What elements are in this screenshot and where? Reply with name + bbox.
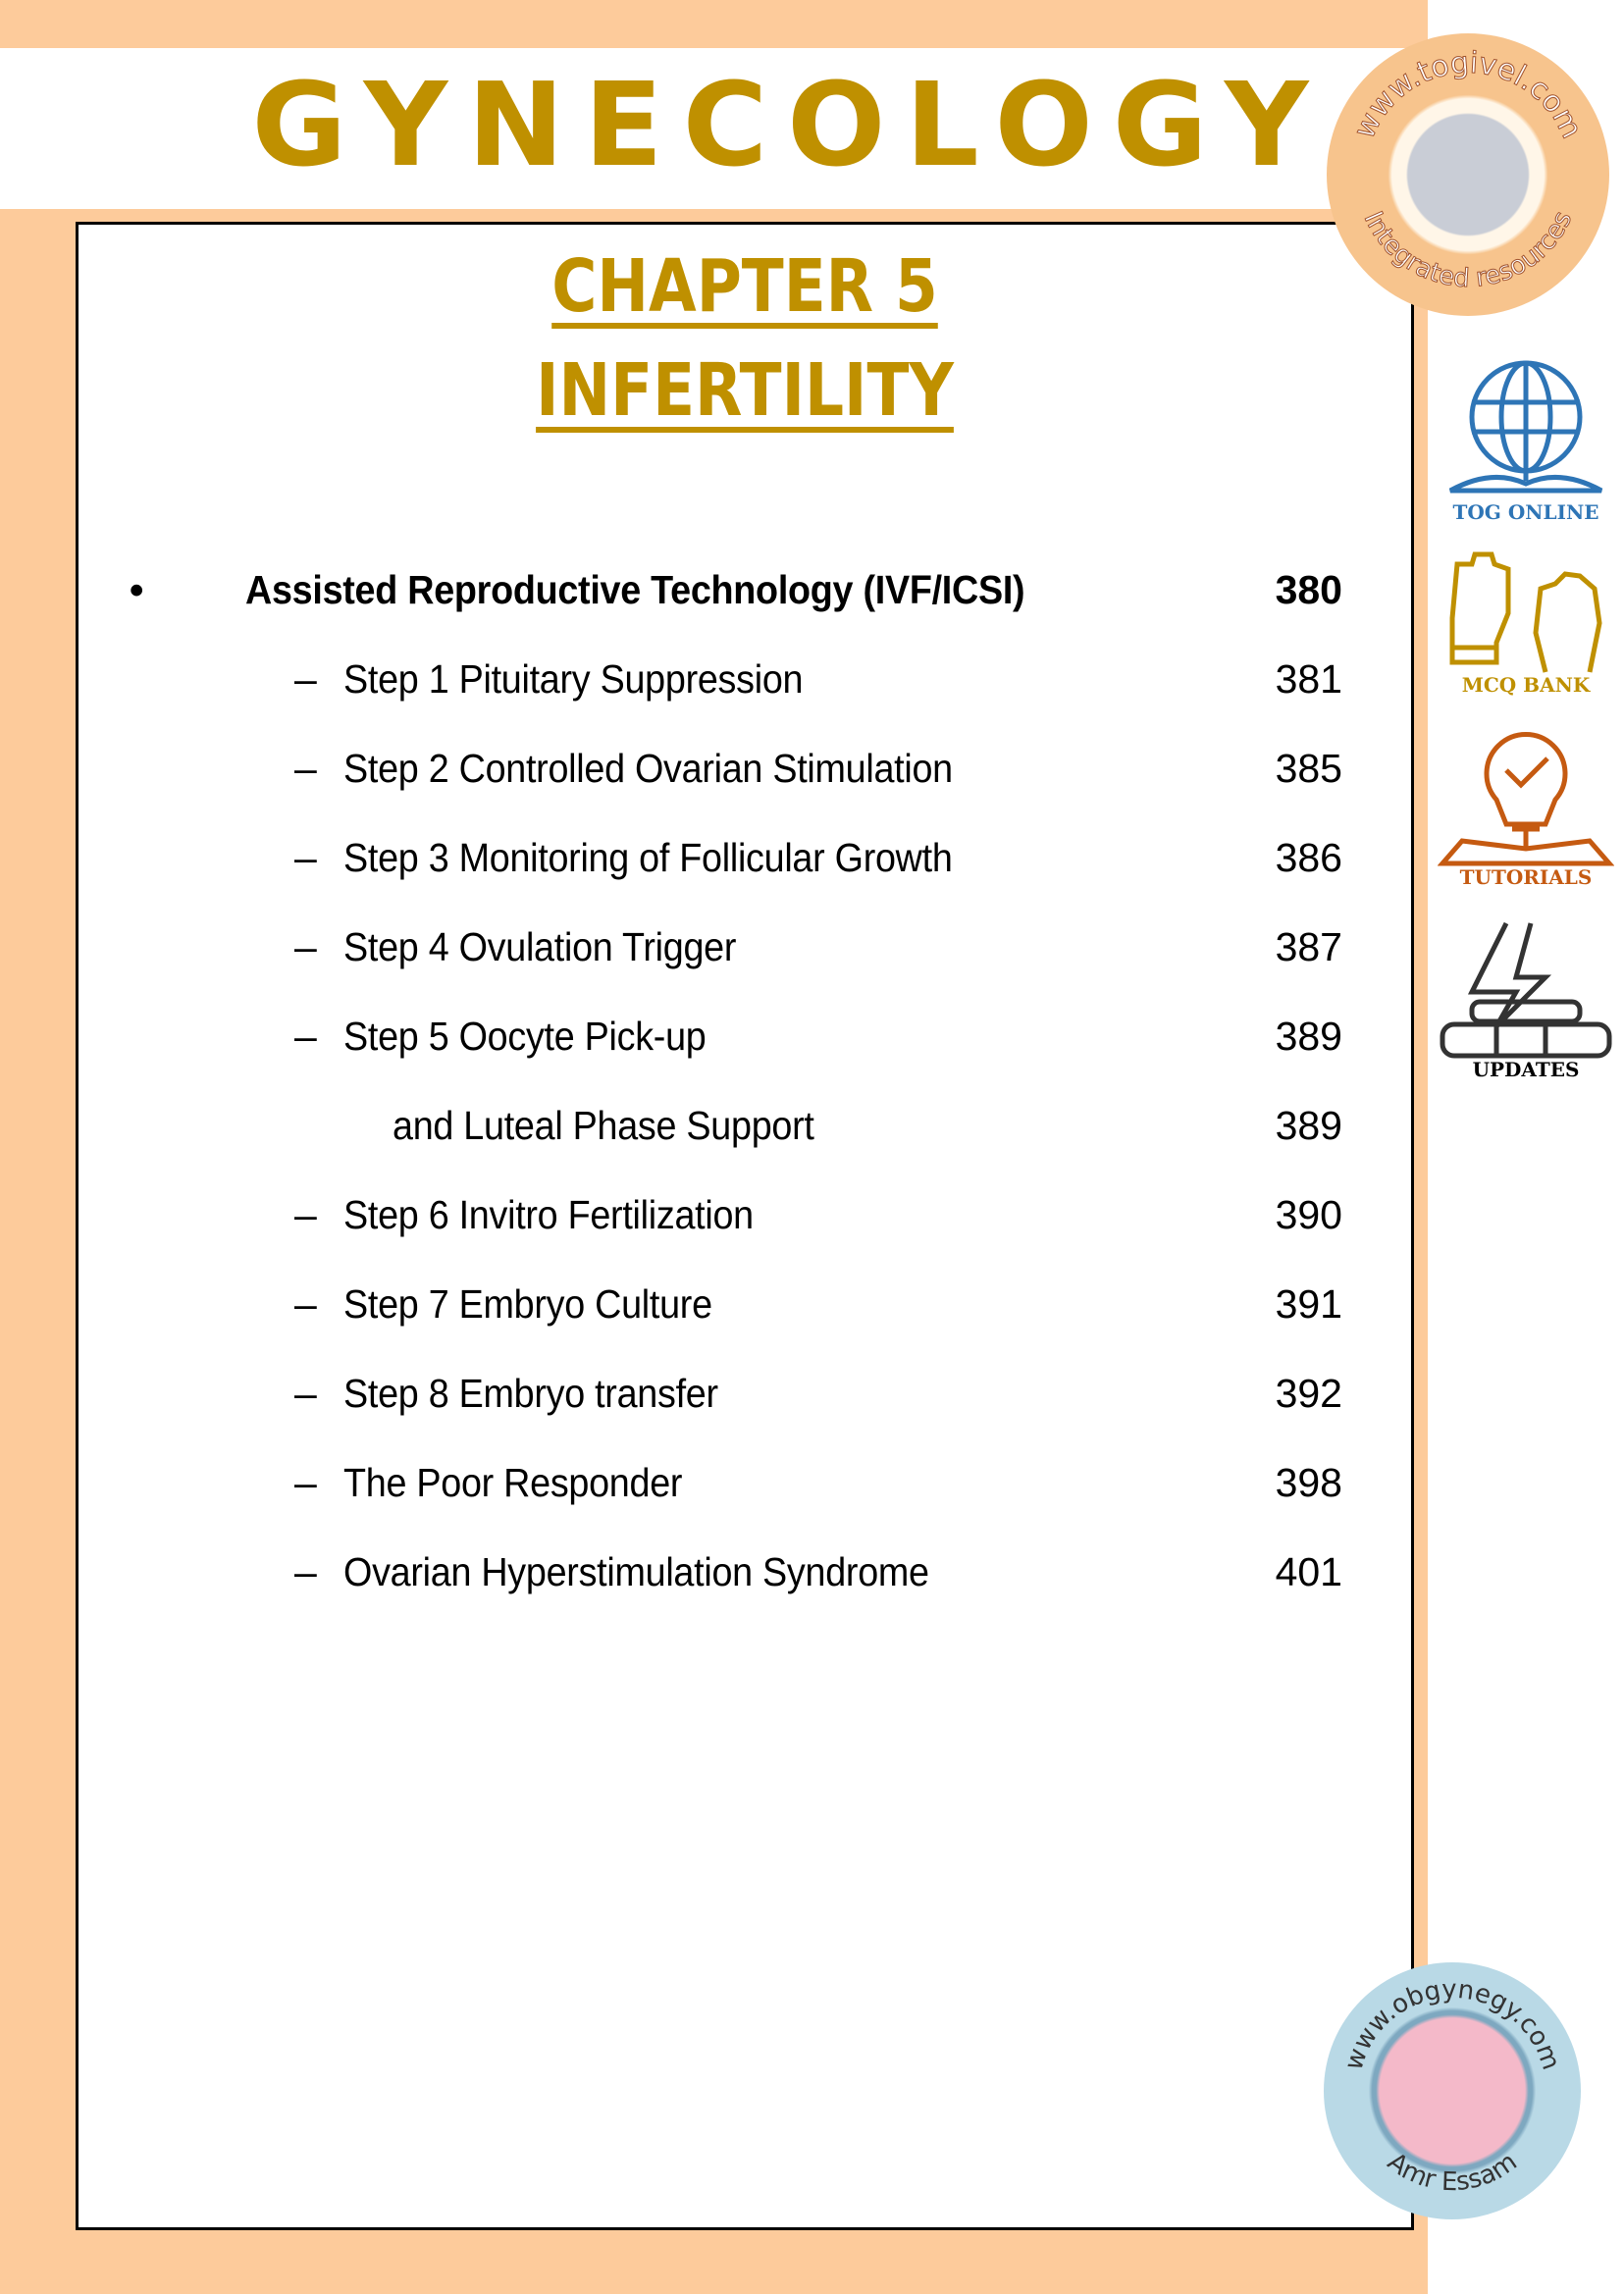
toc-page-number: 398 <box>1275 1460 1342 1505</box>
toc-page-number: 386 <box>1275 835 1342 880</box>
content-box <box>76 222 1414 2230</box>
raised-hands-icon <box>1438 545 1614 682</box>
toc-entry[interactable] <box>79 1542 1411 1601</box>
dash-icon: – <box>294 1549 317 1594</box>
dash-icon: – <box>294 835 317 880</box>
toc-page-number: 392 <box>1275 1371 1342 1416</box>
obgynegy-logo[interactable] <box>1324 1962 1581 2219</box>
lightbulb-book-icon <box>1438 731 1614 868</box>
toc-page-number: 381 <box>1275 656 1342 702</box>
chapter-number: CHAPTER 5 <box>551 244 938 329</box>
togivel-logo[interactable] <box>1327 33 1609 316</box>
dash-icon: – <box>294 1281 317 1327</box>
toc-entry[interactable] <box>79 650 1411 708</box>
dash-icon: – <box>294 924 317 969</box>
toc-label: Step 4 Ovulation Trigger <box>343 924 737 969</box>
toc-page-number: 390 <box>1275 1192 1342 1237</box>
mcq-bank-link[interactable]: MCQ BANK <box>1433 545 1619 697</box>
toc-page-number: 380 <box>1275 567 1342 612</box>
toc-label: Step 1 Pituitary Suppression <box>343 656 804 702</box>
toc-label: Step 2 Controlled Ovarian Stimulation <box>343 746 953 791</box>
tog-online-link[interactable]: TOG ONLINE <box>1433 358 1619 524</box>
toc-page-number: 389 <box>1275 1103 1342 1148</box>
toc-entry[interactable] <box>79 917 1411 976</box>
toc-label: Ovarian Hyperstimulation Syndrome <box>343 1549 929 1594</box>
toc-label: Step 5 Oocyte Pick-up <box>343 1014 707 1059</box>
dash-icon: – <box>294 1192 317 1237</box>
right-strip <box>1428 0 1624 2294</box>
book-title: GYNECOLOGY <box>251 57 1329 192</box>
globe-book-icon <box>1442 358 1609 495</box>
tutorials-link[interactable]: TUTORIALS <box>1433 731 1619 889</box>
toc-label: Assisted Reproductive Technology (IVF/ICSI) <box>245 567 1025 612</box>
toc-entry[interactable] <box>79 560 1411 619</box>
toc-entry[interactable] <box>79 1185 1411 1244</box>
toc-label: The Poor Responder <box>343 1460 683 1505</box>
toc-label: Step 8 Embryo transfer <box>343 1371 718 1416</box>
dash-icon: – <box>294 1371 317 1416</box>
toc-page-number: 385 <box>1275 746 1342 791</box>
toc-entry[interactable] <box>79 1007 1411 1066</box>
dash-icon: – <box>294 656 317 702</box>
svg-text:Integrated resources: Integrated resources <box>1357 206 1579 294</box>
dash-icon: – <box>294 1014 317 1059</box>
toc-label: Step 6 Invitro Fertilization <box>343 1192 754 1237</box>
dash-icon: – <box>294 746 317 791</box>
toc-entry[interactable] <box>79 1453 1411 1512</box>
svg-text:Amr Essam: Amr Essam <box>1382 2147 1523 2198</box>
toc-label: and Luteal Phase Support <box>393 1103 814 1148</box>
toc-page-number: 391 <box>1275 1281 1342 1327</box>
toc-label: Step 7 Embryo Culture <box>343 1281 712 1327</box>
chapter-title: INFERTILITY <box>536 348 954 433</box>
toc-page-number: 401 <box>1275 1549 1342 1594</box>
toc-entry[interactable] <box>79 1275 1411 1333</box>
toc-page-number: 387 <box>1275 924 1342 969</box>
toc-entry[interactable] <box>79 739 1411 798</box>
toc-page-number: 389 <box>1275 1014 1342 1059</box>
toc-entry[interactable] <box>79 1096 1411 1155</box>
bullet-icon: • <box>130 567 144 612</box>
updates-link[interactable]: UPDATES <box>1433 918 1619 1081</box>
svg-text:www.obgynegy.com: www.obgynegy.com <box>1338 1974 1566 2074</box>
toc-entry[interactable] <box>79 1364 1411 1423</box>
toc-entry[interactable] <box>79 828 1411 887</box>
svg-text:www.togivel.com: www.togivel.com <box>1346 45 1590 144</box>
lightning-books-icon <box>1438 918 1614 1061</box>
dash-icon: – <box>294 1460 317 1505</box>
toc-label: Step 3 Monitoring of Follicular Growth <box>343 835 953 880</box>
